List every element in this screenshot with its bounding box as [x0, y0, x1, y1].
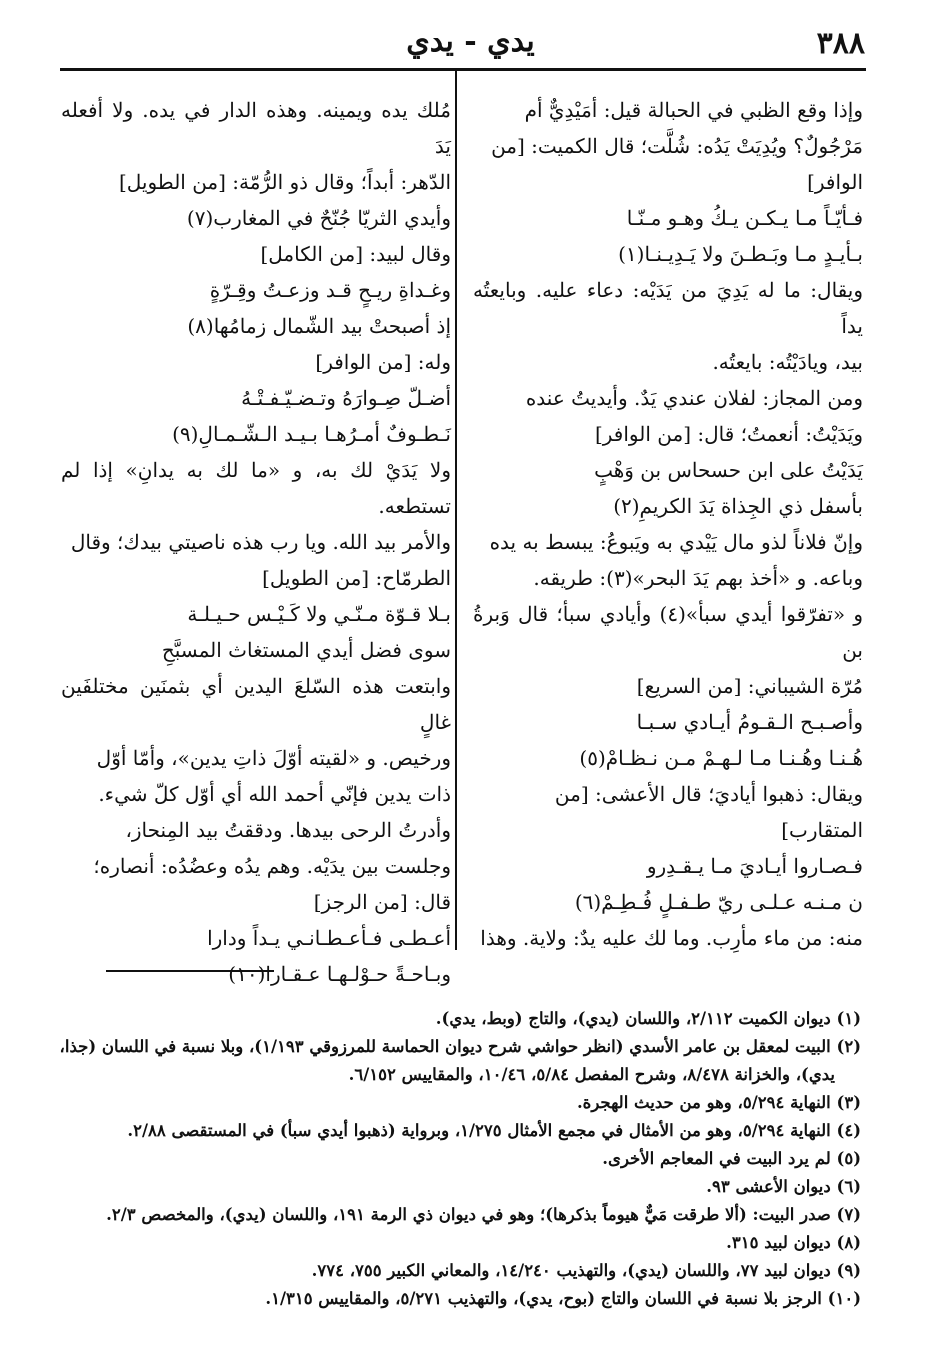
left-column: [61, 92, 451, 992]
page-header-title: يدي - يدي: [406, 24, 535, 59]
verse-line: بـلا قـوّة مـنّـي ولا كَـيْـس حـيـلـة: [187, 602, 451, 626]
footnote: (١) ديوان الكميت ٢/١١٢، واللسان (يدي)، والتاج (وبط، يدي).: [435, 1009, 861, 1028]
verse-line: ن مـنـه عـلـى ريّ طـفـلٍ فُـطِـمْ(٦): [574, 890, 863, 914]
column-divider: [455, 68, 457, 950]
text-line: مُرّة الشيباني: [من السريع]: [636, 674, 863, 698]
footnote-continuation: يدي)، والخزانة ٨/٤٧٨، وشرح المفصل ٥/٨٤، ١٠/٤٦، والمقاييس ٦/١٥٢.: [348, 1065, 835, 1084]
verse-line: أضـلّ صِـوارَهُ وتـضـيّـفـتْـهُ: [241, 386, 451, 410]
text-line: ورخيص. و «لقيته أوّلَ ذاتِ يدين»، وأمّا أوّل: [96, 746, 451, 770]
text-line: ولا يَدَيْ لك به، و «ما لك به يدانِ» إذا لم تستطعه.: [61, 458, 451, 518]
text-line: والأمر بيد الله. ويا رب هذه ناصيتي بيدك؛ وقال: [70, 530, 451, 554]
verse-line: أعـطـى فـأعـطـانـي يـداً ودارا: [207, 926, 451, 950]
text-line: ويَدَيْتُ: أنعمتُ؛ قال: [من الوافر]: [594, 422, 863, 446]
text-line: منه: من ماء مأرِب. وما لك عليه يدٌ: ولاية. وهذا: [480, 926, 863, 950]
footnote: (٨) ديوان لبيد ٣١٥.: [726, 1233, 861, 1252]
text-line: وابتعت هذه السّلعَ اليدين أي بثمنَين مختلفَين غالٍ: [61, 674, 451, 734]
page-number: ٣٨٨: [816, 26, 865, 61]
footnote: (٣) النهاية ٥/٢٩٤، وهو من حديث الهجرة.: [576, 1093, 861, 1112]
text-line: ومن المجاز: لفلان عندي يَدٌ. وأيديتُ عنده: [525, 386, 863, 410]
text-line: الوافر]: [807, 170, 863, 194]
footnote: (٥) لم يرد البيت في المعاجم الأخرى.: [602, 1149, 861, 1168]
text-line: المتقارب]: [781, 818, 863, 842]
footnote: (١٠) الرجز بلا نسبة في اللسان والتاج (بوح، يدي)، والتهذيب ٥/٢٧١، والمقاييس ١/٣١٥.: [265, 1289, 861, 1308]
footnote-rule: [106, 970, 274, 972]
text-line: ذات يدين فإنّي أحمد الله أي أوّل كلّ شيء.: [98, 782, 451, 806]
verse-line: سوى فضل أيدي المستغاث المسبَّحِ: [161, 638, 451, 662]
verse-line: يَدَيْتُ على ابن حسحاس بن وَهْبٍ: [594, 458, 863, 482]
text-line: قال: [من الرجز]: [313, 890, 451, 914]
verse-line: نَـطـوفٌ أمـرُهـا بـيـد الـشّـمـالِ(٩): [172, 422, 451, 446]
footnote: (٤) النهاية ٥/٢٩٤، وهو من الأمثال في مجمع الأمثال ١/٢٧٥، وبرواية (ذهبوا أيدي سبأ) في المستقصى ٢/٨٨.: [127, 1121, 861, 1140]
verse-line: هُـنـا وهُـنـا مـا لـهـمْ مـن نـظـامْ(٥): [579, 746, 863, 770]
footnote: (٦) ديوان الأعشى ٩٣.: [706, 1177, 861, 1196]
footnote: (٩) ديوان لبيد ٧٧، واللسان (يدي)، والتهذيب ١٤/٢٤٠، والمعاني الكبير ٧٥٥، ٧٧٤.: [311, 1261, 861, 1280]
text-line: وأدرتُ الرحى بيدها. ودققتُ بيد المِنحاز،: [125, 818, 451, 842]
text-line: وإنّ فلاناً لذو مال يَيْدي به ويَبوعُ: يبسط به يده: [489, 530, 863, 554]
text-line: ويقال: ما له يَدِيَ من يَدَيْه: دعاء عليه. وبايعتُه يداً: [473, 278, 863, 338]
verse-line: وبـاحـةً حـوْلـهـا عـقـارا(١٠): [228, 962, 451, 986]
verse-line: بأسفل ذي الجِذاة يَدَ الكريمِ(٢): [613, 494, 863, 518]
text-line: وإذا وقع الظبي في الحبالة قيل: أمَيْدِيٌّ أم: [524, 98, 863, 122]
text-line: وجلست بين يدَيْه. وهم يدُه وعضُدُه: أنصاره؛: [93, 854, 451, 878]
footnote: (٧) صدر البيت: (ألا طرقت مَيٌّ هيوماً بذكرها)؛ وهو في ديوان ذي الرمة ١٩١، واللسان (يدي)، والمخصص ٢/٣.: [106, 1205, 861, 1224]
right-column: [473, 92, 863, 956]
text-line: بيد، ويادَيْتُه: بايعتُه.: [712, 350, 863, 374]
verse-line: وأصـبـح الـقـومُ أيـادي سـبـا: [636, 710, 863, 734]
footnote: (٢) البيت لمعقل بن عامر الأسدي (انظر حواشي شرح ديوان الحماسة للمرزوقي ١/١٩٣)، وبلا نسبة في اللسان (جذا،: [59, 1037, 861, 1056]
verse-line: إذ أصبحتْ بيد الشّمال زمامُها(٨): [187, 314, 451, 338]
header-rule: [60, 68, 866, 71]
text-line: مُلك يده ويمينه. وهذه الدار في يده. ولا أفعله يَدَ: [61, 98, 451, 158]
text-line: و «تفرّقوا أيدي سبأ»(٤) وأيادي سبأ؛ قال وَبرةُ بن: [473, 602, 863, 662]
text-line: وقال لبيد: [من الكامل]: [260, 242, 451, 266]
text-line: وباعه. و «أخذ بهم يَدَ البحر»(٣): طريقه.: [533, 566, 863, 590]
verse-line: فـأيّـاً مـا يـكـن يـكُ وهـو مـنّـا: [626, 206, 863, 230]
text-line: ويقال: ذهبوا أياديَ؛ قال الأعشى: [من: [554, 782, 863, 806]
footnotes: [51, 1005, 861, 1313]
text-line: الطرمّاح: [من الطويل]: [262, 566, 451, 590]
verse-line: بـأيـدٍ مـا وبَـطـنَ ولا يَـدِيـنـا(١): [618, 242, 863, 266]
verse-line: فـصـاروا أيـاديَ مـا يـقـدِرو: [646, 854, 863, 878]
verse-line: وغـداةِ ريـحٍ قـد وزعـتُ وقِـرّةٍ: [209, 278, 451, 302]
verse-line: وأيدي الثريّا جُنّحٌ في المغارب(٧): [186, 206, 451, 230]
text-line: الدّهر: أبداً؛ وقال ذو الرُّمّة: [من الطويل]: [118, 170, 451, 194]
text-line: مَرْجُولٌ؟ ويُدِيَتْ يَدُه: شُلَّت؛ قال الكميت: [من: [491, 134, 863, 158]
text-line: وله: [من الوافر]: [315, 350, 451, 374]
